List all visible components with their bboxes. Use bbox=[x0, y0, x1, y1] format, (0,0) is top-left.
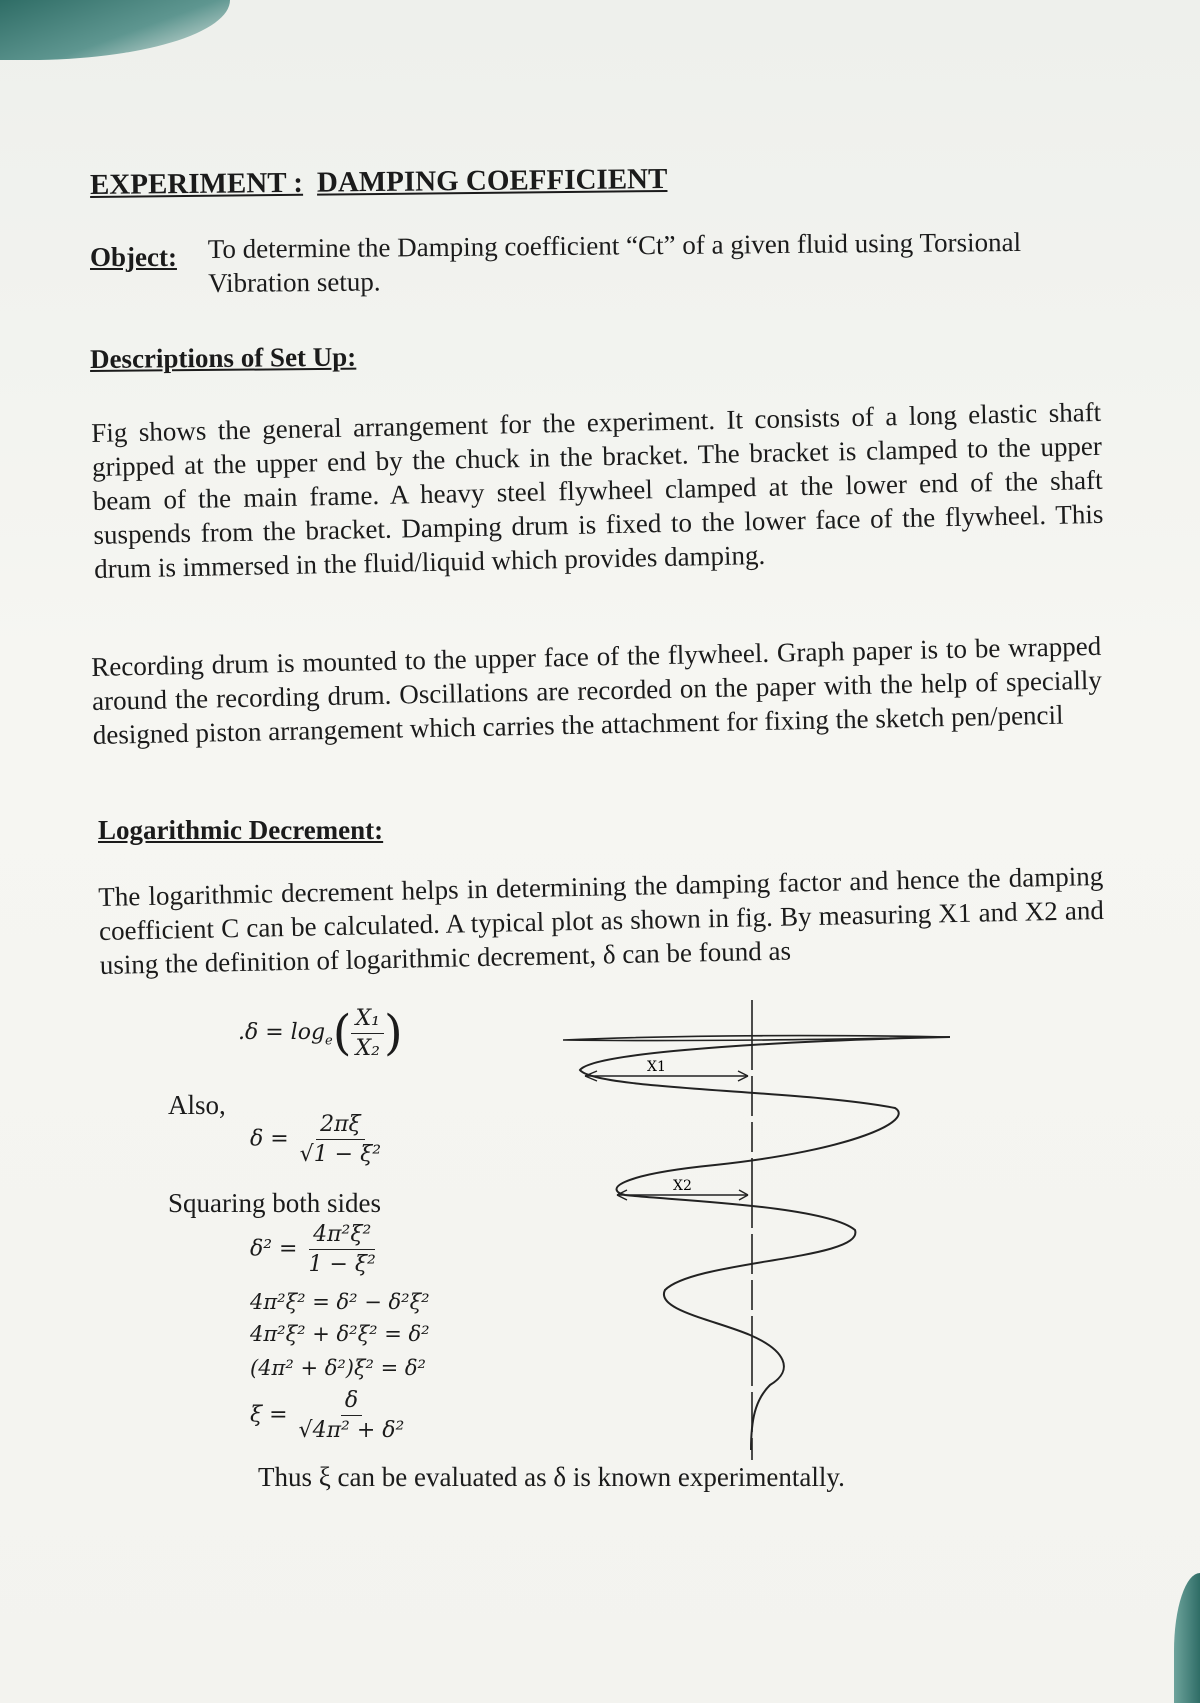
setup-paragraph-1: Fig shows the general arrangement for the experiment. It consists of a long elastic shaft gripped at the upper end by the chuck in the bracket. The bracket is clamped to the upper beam of the main frame. A heavy steel flywheel clamped at the lower end of the shaft suspends from the bracket. Damping drum is fixed to the lower face of the flywheel. This drum is immersed in the fluid/liquid which provides damping. bbox=[91, 396, 1104, 584]
title-left: EXPERIMENT : bbox=[89, 166, 304, 201]
also-label: Also, bbox=[168, 1090, 226, 1120]
eq1-num: X₁ bbox=[351, 1006, 383, 1034]
eq1-sub: e bbox=[325, 1033, 333, 1049]
eq7-lhs: ξ = bbox=[250, 1402, 288, 1428]
decay-oscillation-figure bbox=[555, 990, 975, 1470]
eq2-lhs: δ = bbox=[250, 1126, 289, 1152]
title-right: DAMPING COEFFICIENT bbox=[316, 162, 668, 199]
conclusion-text: Thus ξ can be evaluated as δ is known experimentally. bbox=[258, 1462, 845, 1492]
eq2-num: 2πξ bbox=[316, 1112, 365, 1140]
object-text: To determine the Damping coefficient “Ct” of a given fluid using Torsional Vibration setup. bbox=[207, 226, 1022, 298]
setup-paragraph-2: Recording drum is mounted to the upper face of the flywheel. Graph paper is to be wrapped around the recording drum. Oscillations are recorded on the paper with the help of specially designed piston arrangement which carries the attachment for fixing the sketch pen/pencil bbox=[91, 630, 1103, 750]
equation-delta bbox=[250, 1112, 385, 1167]
setup-heading: Descriptions of Set Up: bbox=[89, 341, 357, 374]
equation-step-4: 4π²ξ² = δ² − δ²ξ² bbox=[250, 1290, 430, 1314]
log-decrement-heading: Logarithmic Decrement: bbox=[98, 815, 384, 845]
eq1-lhs: .δ = log bbox=[238, 1020, 326, 1045]
equation-xi bbox=[250, 1388, 408, 1443]
x1-label: X1 bbox=[647, 1059, 666, 1075]
decaying-oscillation-curve bbox=[580, 1037, 950, 1450]
log-decrement-paragraph: The logarithmic decrement helps in determining the damping factor and hence the damping coefficient C can be calculated. A typical plot as shown in fig. By measuring X1 and X2 and using the definition of logarithmic decrement, δ can be found as bbox=[98, 860, 1105, 980]
eq3-num: 4π²ξ² bbox=[309, 1222, 375, 1250]
page-title bbox=[90, 162, 668, 202]
eq7-den: √4π² + δ² bbox=[298, 1418, 405, 1443]
equation-step-5: 4π²ξ² + δ²ξ² = δ² bbox=[250, 1322, 430, 1346]
eq1-den: X₂ bbox=[355, 1035, 380, 1061]
equation-log-decrement: $.\delta = \log_e$( $\frac{\text{X₁}}{\text{X₂}}$ ) bbox=[238, 1005, 403, 1061]
eq3-den: 1 − ξ² bbox=[308, 1252, 376, 1277]
equation-delta-squared bbox=[250, 1222, 380, 1277]
object-label: Object: bbox=[90, 242, 177, 272]
eq3-lhs: δ² = bbox=[250, 1236, 298, 1262]
eq2-den: √1 − ξ² bbox=[299, 1142, 382, 1167]
squaring-label: Squaring both sides bbox=[168, 1188, 381, 1218]
eq7-num: δ bbox=[341, 1388, 362, 1416]
x2-label: X2 bbox=[673, 1178, 692, 1194]
equation-step-6: (4π² + δ²)ξ² = δ² bbox=[250, 1356, 426, 1380]
